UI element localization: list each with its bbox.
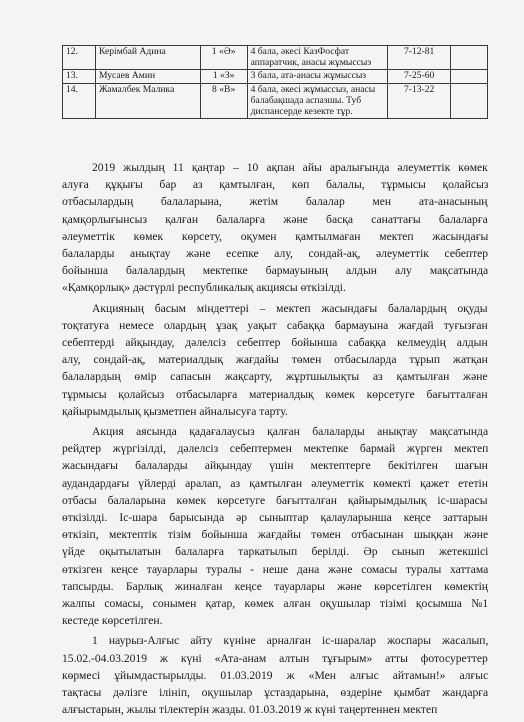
- table-row: [63, 70, 488, 84]
- text-line: жалпы сомасы, сонымен қатар, көмек алған оқушылар тізімі қосымша №1: [62, 597, 489, 611]
- row-number: 14.: [63, 84, 96, 119]
- student-grade: 1 «З»: [200, 70, 247, 84]
- student-table-body: [63, 46, 488, 119]
- text-line: жасындағы балаларды айқындау үшін мектептерге бекітілген шағын: [62, 459, 488, 473]
- student-table: [62, 45, 488, 119]
- text-line: «Қамқорлық» дәстүрлі республикалық акциясы өткізілді.: [62, 281, 346, 295]
- paragraph: [62, 159, 488, 297]
- paragraph: [62, 300, 488, 420]
- text-line: көрмесі ұйымдастырылды. 01.03.2019 ж «Мен алғыс айтамын!» алғыс: [62, 668, 489, 682]
- text-line: себептерді айқындау, дәлелсіз себептер бойынша сабаққа келмеудің алдын: [62, 336, 488, 350]
- text-line: отбасы балаларына көмек көрсетуге бағытталған қайырымдылық іс-шарасы: [62, 493, 488, 507]
- text-line: қамқорлығынсыз қалған балаларға және басқа санаттағы балаларға: [62, 212, 488, 226]
- text-line: бойынша балалардың мектепке бармауының алдын алу мақсатында: [62, 264, 489, 278]
- text-line: отбасылардың балаларына, жетім балалар мен ата-анасының: [62, 195, 488, 209]
- student-name: Керімбай Адина: [95, 46, 200, 70]
- text-line: Акция аясында қадағалаусыз қалған балаларды анықтау мақсатында: [92, 425, 489, 439]
- text-line: тақтасы дәлізге ілініп, оқушылар ұстаздарына, өздеріне қымбат жандарға: [62, 686, 489, 700]
- phone-number: 7-25-60: [388, 70, 451, 84]
- family-info: 3 бала, ата-анасы жұмыссыз: [247, 70, 388, 84]
- text-line: тоқтатуға немесе олардың ұзақ уақыт сабаққа бармауына жағдай туғызған: [62, 318, 488, 332]
- empty-cell: [451, 46, 488, 70]
- text-line: өткізіп, мектептік тізім бойынша жағдайы төмен отбасынан шыққан және: [62, 528, 489, 542]
- empty-cell: [451, 84, 488, 119]
- text-line: 1 наурыз-Алғыс айту күніне арналған іс-шаралар жоспары жасалып,: [92, 634, 489, 648]
- text-line: үйде оқытылатын балаларға таркатылып берілді. Әр сынып жетекшісі: [62, 545, 489, 559]
- student-name: Жамалбек Малика: [95, 84, 200, 119]
- text-line: аудандардағы үйлерді аралап, аз қамтылған әлеуметтік көмекті қажет ететін: [62, 476, 488, 490]
- text-line: Акцияның басым міндеттері – мектеп жасындағы балалардың оқуды: [92, 301, 488, 315]
- text-line: алу, сондай-ақ, материалдық жағдайы төмен отбасыларда тұрып жатқан: [62, 353, 488, 367]
- text-line: тапсырды. Барлық жиналған кеңсе тауарлары және көрсетілген көмектің: [62, 579, 488, 593]
- text-line: балаларды анықтау және есепке алу, сондай-ақ, әлеуметтік себептер: [62, 247, 489, 261]
- student-name: Мусаев Амин: [95, 70, 200, 84]
- text-line: рейдтер жүргізілді, дәлелсіз себептермен мектепке бармай жүрген мектеп: [62, 442, 489, 456]
- text-line: 2019 жылдың 11 қаңтар – 10 ақпан айы аралығында әлеуметтік көмек: [92, 161, 488, 174]
- text-line: кестеде көрсетілген.: [62, 614, 163, 628]
- text-line: алғыстарын, жылы тілектерін жазды. 01.03.2019 ж күні таңертеннен мектеп: [62, 703, 438, 717]
- text-line: өткізілді. Іс-шара барысында әр сыныптар қалауларынша кеңсе заттарын: [62, 511, 488, 525]
- student-grade: 1 «Ә»: [200, 46, 247, 70]
- table-row: [63, 84, 488, 119]
- report-body: [62, 159, 488, 722]
- phone-number: 7-13-22: [388, 84, 451, 119]
- paragraph: [62, 423, 488, 629]
- empty-cell: [451, 70, 488, 84]
- text-line: тұрмысы қолайсыз отбасыларға материалдық көмек көрсетуге бағытталған: [62, 387, 488, 401]
- phone-number: 7-12-81: [388, 46, 451, 70]
- family-info: 4 бала, әкесі жұмыссыз, анасы балабақшада аспазшы. Туб диспансерде кезекте тұр.: [247, 84, 388, 119]
- row-number: 13.: [63, 70, 96, 84]
- text-line: 15.02.-04.03.2019 ж күні «Ата-анам алтын тұғырым» атты фотосуреттер: [62, 651, 488, 665]
- paragraph: [62, 632, 488, 718]
- student-grade: 8 «В»: [200, 84, 247, 119]
- text-line: балалардың өмір сапасын жақсарту, жұртшылықты аз қамтылған және: [62, 370, 488, 384]
- text-line: өткізген кеңсе тауарлары туралы - неше дана және сомасы туралы хаттама: [62, 562, 489, 576]
- text-line: әлеуметтік көмек көрсету, оқумен қамтылмаған мектеп жасындағы: [62, 229, 489, 243]
- text-line: алуға құқығы бар аз қамтылған, көп балалы, тұрмысы қолайсыз: [62, 178, 489, 192]
- row-number: 12.: [63, 46, 96, 70]
- table-row: [63, 46, 488, 70]
- text-line: қайырымдылық қызметпен айналысуға тарту.: [62, 404, 288, 418]
- family-info: 4 бала, әкесі КазФосфат аппаратчик, анасы жұмыссыз: [247, 46, 388, 70]
